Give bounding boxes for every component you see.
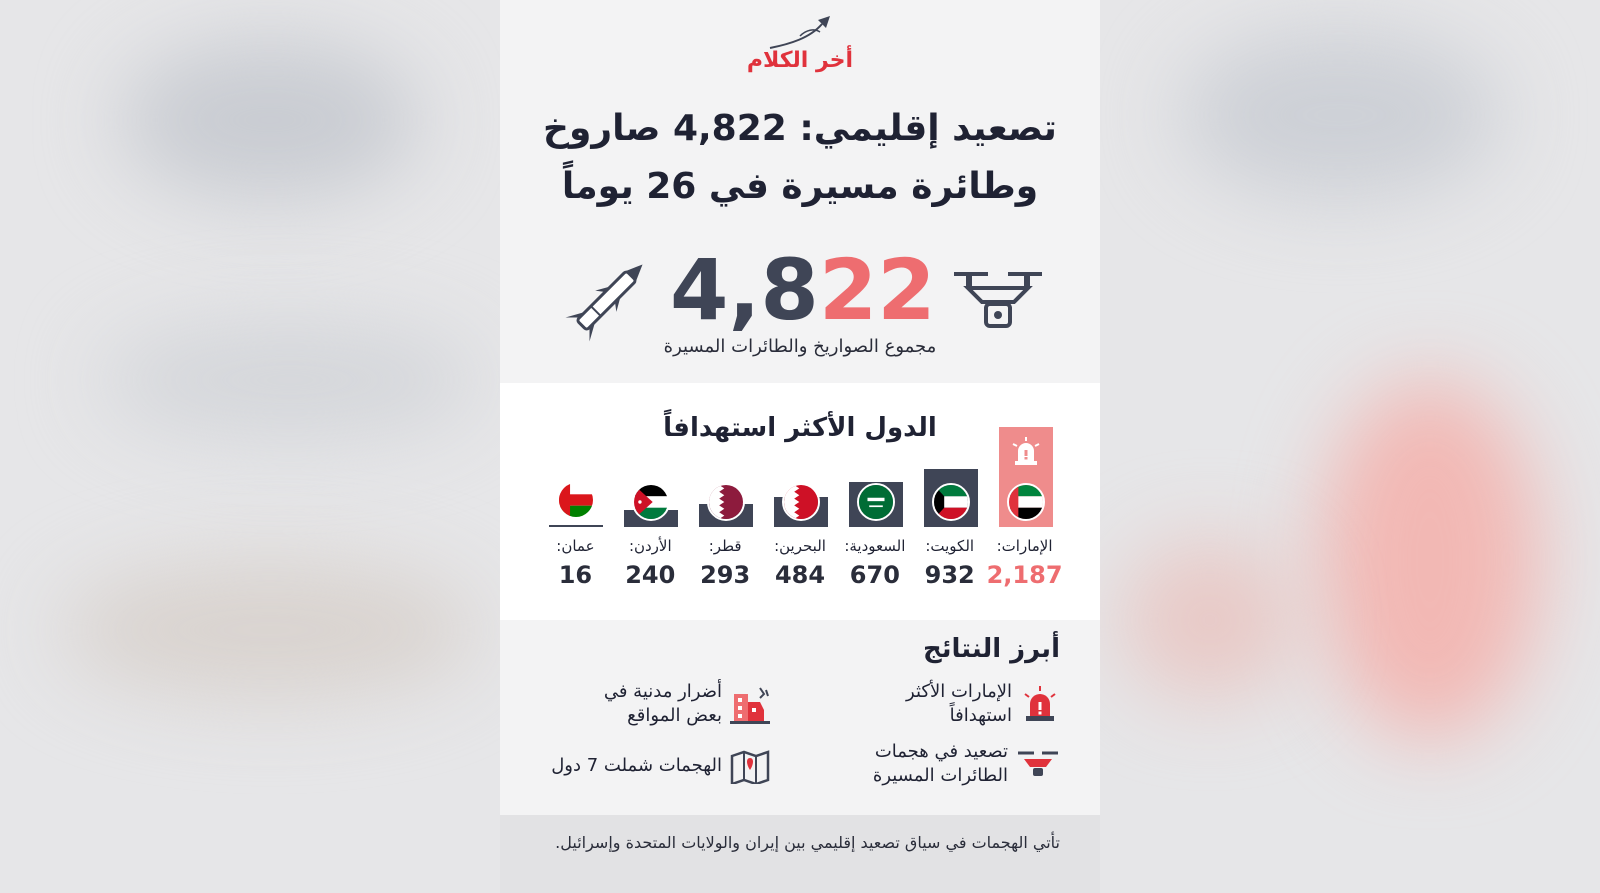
result-line: الإمارات الأكثر: [906, 681, 1012, 702]
country-value: 670: [849, 561, 900, 589]
country-name: الإمارات:: [996, 537, 1053, 555]
result-item-civil-damage: [604, 680, 770, 728]
country-name: الأردن:: [628, 537, 672, 555]
brand-logo: [730, 14, 870, 76]
flag-oman-icon: [557, 481, 595, 519]
country-bar: [849, 482, 903, 527]
title-line-1: تصعيد إقليمي: 4,822 صاروخ: [543, 108, 1057, 149]
result-line: تصعيد في هجمات: [874, 741, 1008, 762]
result-line: استهدافاً: [949, 705, 1012, 726]
flag-qatar-icon: [707, 483, 745, 521]
damaged-building-icon: [730, 684, 770, 724]
infographic-card: [500, 0, 1100, 893]
country-name: الكويت:: [925, 537, 975, 555]
country-value: 240: [625, 561, 676, 589]
country-value: 2,187: [986, 561, 1063, 589]
hero-total: [500, 240, 1100, 370]
country-value: 484: [774, 561, 826, 589]
country-value: 16: [558, 561, 593, 589]
country-value: 932: [924, 561, 975, 589]
results-section: [500, 620, 1100, 815]
country-column: [618, 433, 682, 603]
brand-logo-text: أخر الكلام: [746, 48, 854, 73]
flag-kuwait-icon: [932, 483, 970, 521]
drone-icon: [948, 264, 1048, 334]
drone-icon: [1016, 747, 1060, 781]
country-value: 293: [700, 561, 751, 589]
missile-icon: [560, 252, 660, 342]
total-count: [670, 240, 936, 340]
countries-list: [538, 433, 1062, 603]
result-item-uae: [906, 680, 1060, 728]
alarm-icon: [1020, 684, 1060, 724]
country-column: [768, 433, 832, 603]
flag-saudi-icon: [857, 483, 895, 521]
country-bar: [699, 504, 753, 527]
result-line: الهجمات شملت 7 دول: [551, 755, 722, 776]
map-icon: [730, 748, 770, 784]
country-column: [543, 433, 607, 603]
flag-jordan-icon: [632, 483, 670, 521]
result-line: الطائرات المسيرة: [872, 765, 1008, 786]
country-bar: [999, 427, 1053, 527]
footer: [500, 815, 1100, 893]
country-bar: [624, 510, 678, 527]
total-count-red: 22: [818, 241, 936, 339]
country-column: [986, 433, 1063, 603]
country-column: [918, 433, 982, 603]
country-name: قطر:: [708, 537, 742, 555]
country-column: [843, 433, 907, 603]
result-line: بعض المواقع: [627, 705, 722, 726]
total-count-dark: 4,8: [670, 241, 819, 339]
country-bar: [774, 497, 828, 527]
result-line: أضرار مدنية في: [603, 681, 722, 702]
alarm-icon: [1009, 435, 1043, 469]
result-item-drones: [873, 740, 1060, 788]
country-name: السعودية:: [844, 537, 906, 555]
flag-uae-icon: [1007, 483, 1045, 521]
country-bar: [924, 469, 978, 527]
footer-text: تأتي الهجمات في سياق تصعيد إقليمي بين إيران والولايات المتحدة وإسرائيل.: [555, 833, 1060, 852]
country-column: [693, 433, 757, 603]
total-subtitle: مجموع الصواريخ والطائرات المسيرة: [663, 336, 937, 357]
result-item-seven-countries: [551, 748, 770, 784]
flag-bahrain-icon: [782, 483, 820, 521]
results-title: أبرز النتائج: [922, 634, 1060, 664]
title-line-2: وطائرة مسيرة في 26 يوماً: [561, 166, 1039, 207]
page-title: [520, 100, 1080, 216]
country-name: البحرين:: [774, 537, 826, 555]
country-bar: [549, 513, 603, 527]
targets-title: الدول الأكثر استهدافاً: [663, 413, 937, 443]
country-name: عمان:: [556, 537, 595, 555]
targets-section: [500, 383, 1100, 620]
